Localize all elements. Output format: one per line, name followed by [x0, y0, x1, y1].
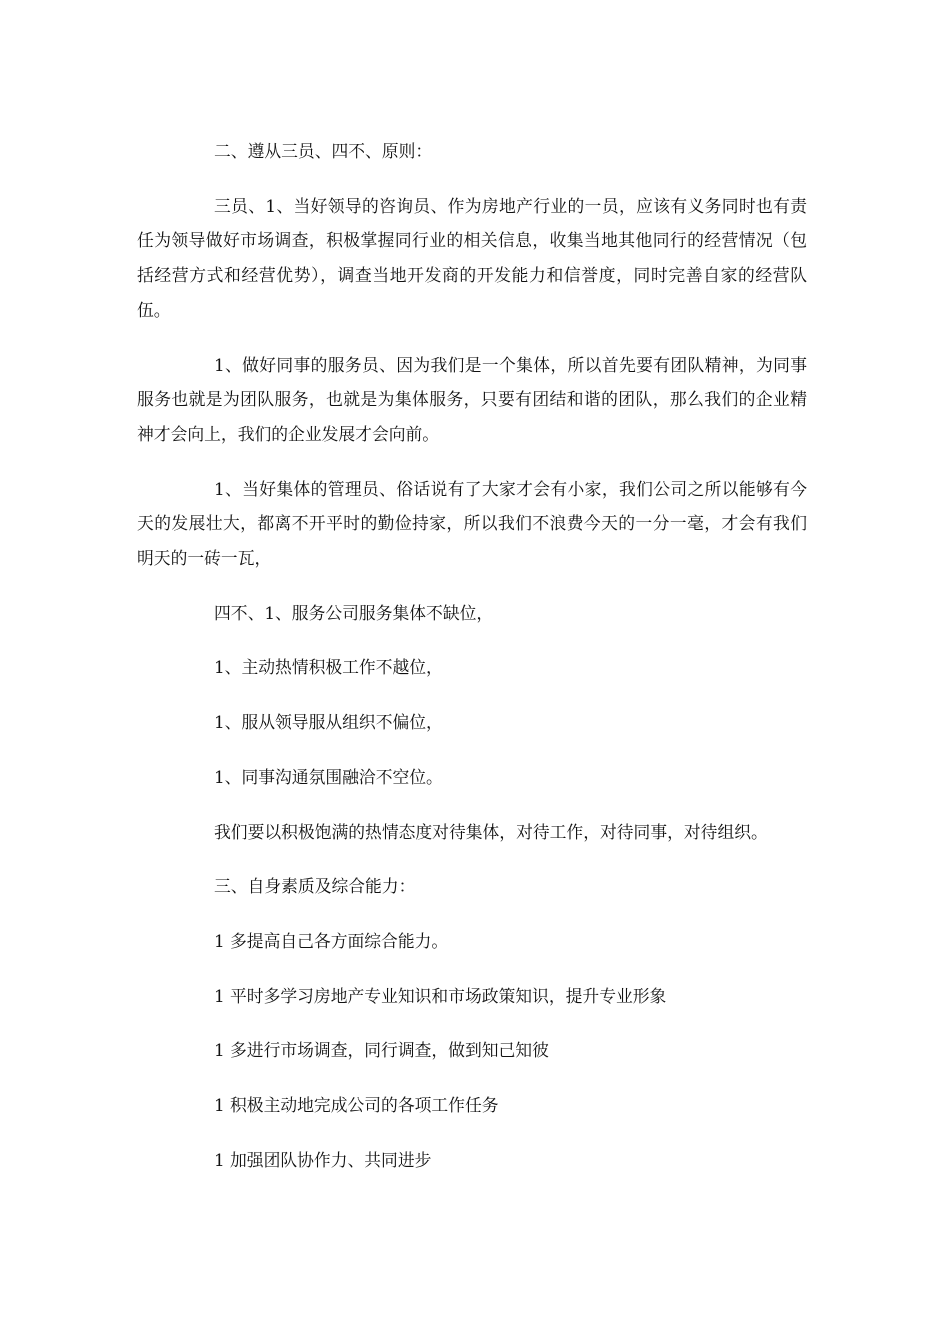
list-item-improve-ability: 1 多提高自己各方面综合能力。	[214, 930, 449, 951]
paragraph-collective-manager: 1、当好集体的管理员、俗话说有了大家才会有小家，我们公司之所以能够有今天的发展壮大，都离不开平时的勤俭持家，所以我们不浪费今天的一分一毫，才会有我们明天的一砖一瓦，	[137, 478, 807, 569]
list-item-teamwork: 1 加强团队协作力、共同进步	[214, 1149, 432, 1170]
list-item-market-research: 1 多进行市场调查，同行调查，做到知己知彼	[214, 1040, 549, 1061]
heading-self-quality: 三、自身素质及综合能力：	[214, 876, 416, 897]
list-item-learn-knowledge: 1 平时多学习房地产专业知识和市场政策知识，提升专业形象	[214, 985, 667, 1006]
list-item-complete-tasks: 1 积极主动地完成公司的各项工作任务	[214, 1095, 499, 1116]
paragraph-four-nots-obey: 1、服从领导服从组织不偏位，	[214, 712, 443, 733]
paragraph-four-nots-serve: 四不、1、服务公司服务集体不缺位，	[214, 602, 494, 623]
paragraph-three-roles-consultant: 三员、1、当好领导的咨询员、作为房地产行业的一员，应该有义务同时也有责任为领导做好市场调查，积极掌握同行业的相关信息，收集当地其他同行的经营情况（包括经营方式和经营优势），调查当地开发商的开发能力和信誉度，同时完善自家的经营队伍。	[137, 195, 807, 320]
paragraph-attitude: 我们要以积极饱满的热情态度对待集体，对待工作，对待同事，对待组织。	[214, 821, 768, 842]
paragraph-four-nots-communicate: 1、同事沟通氛围融洽不空位。	[214, 766, 443, 787]
paragraph-colleague-servant: 1、做好同事的服务员、因为我们是一个集体，所以首先要有团队精神，为同事服务也就是为团队服务，也就是为集体服务，只要有团结和谐的团队，那么我们的企业精神才会向上，我们的企业发展才会向前。	[137, 354, 807, 444]
document-body	[137, 134, 807, 1197]
paragraph-four-nots-initiative: 1、主动热情积极工作不越位，	[214, 657, 443, 678]
heading-principles: 二、遵从三员、四不、原则：	[214, 141, 433, 161]
